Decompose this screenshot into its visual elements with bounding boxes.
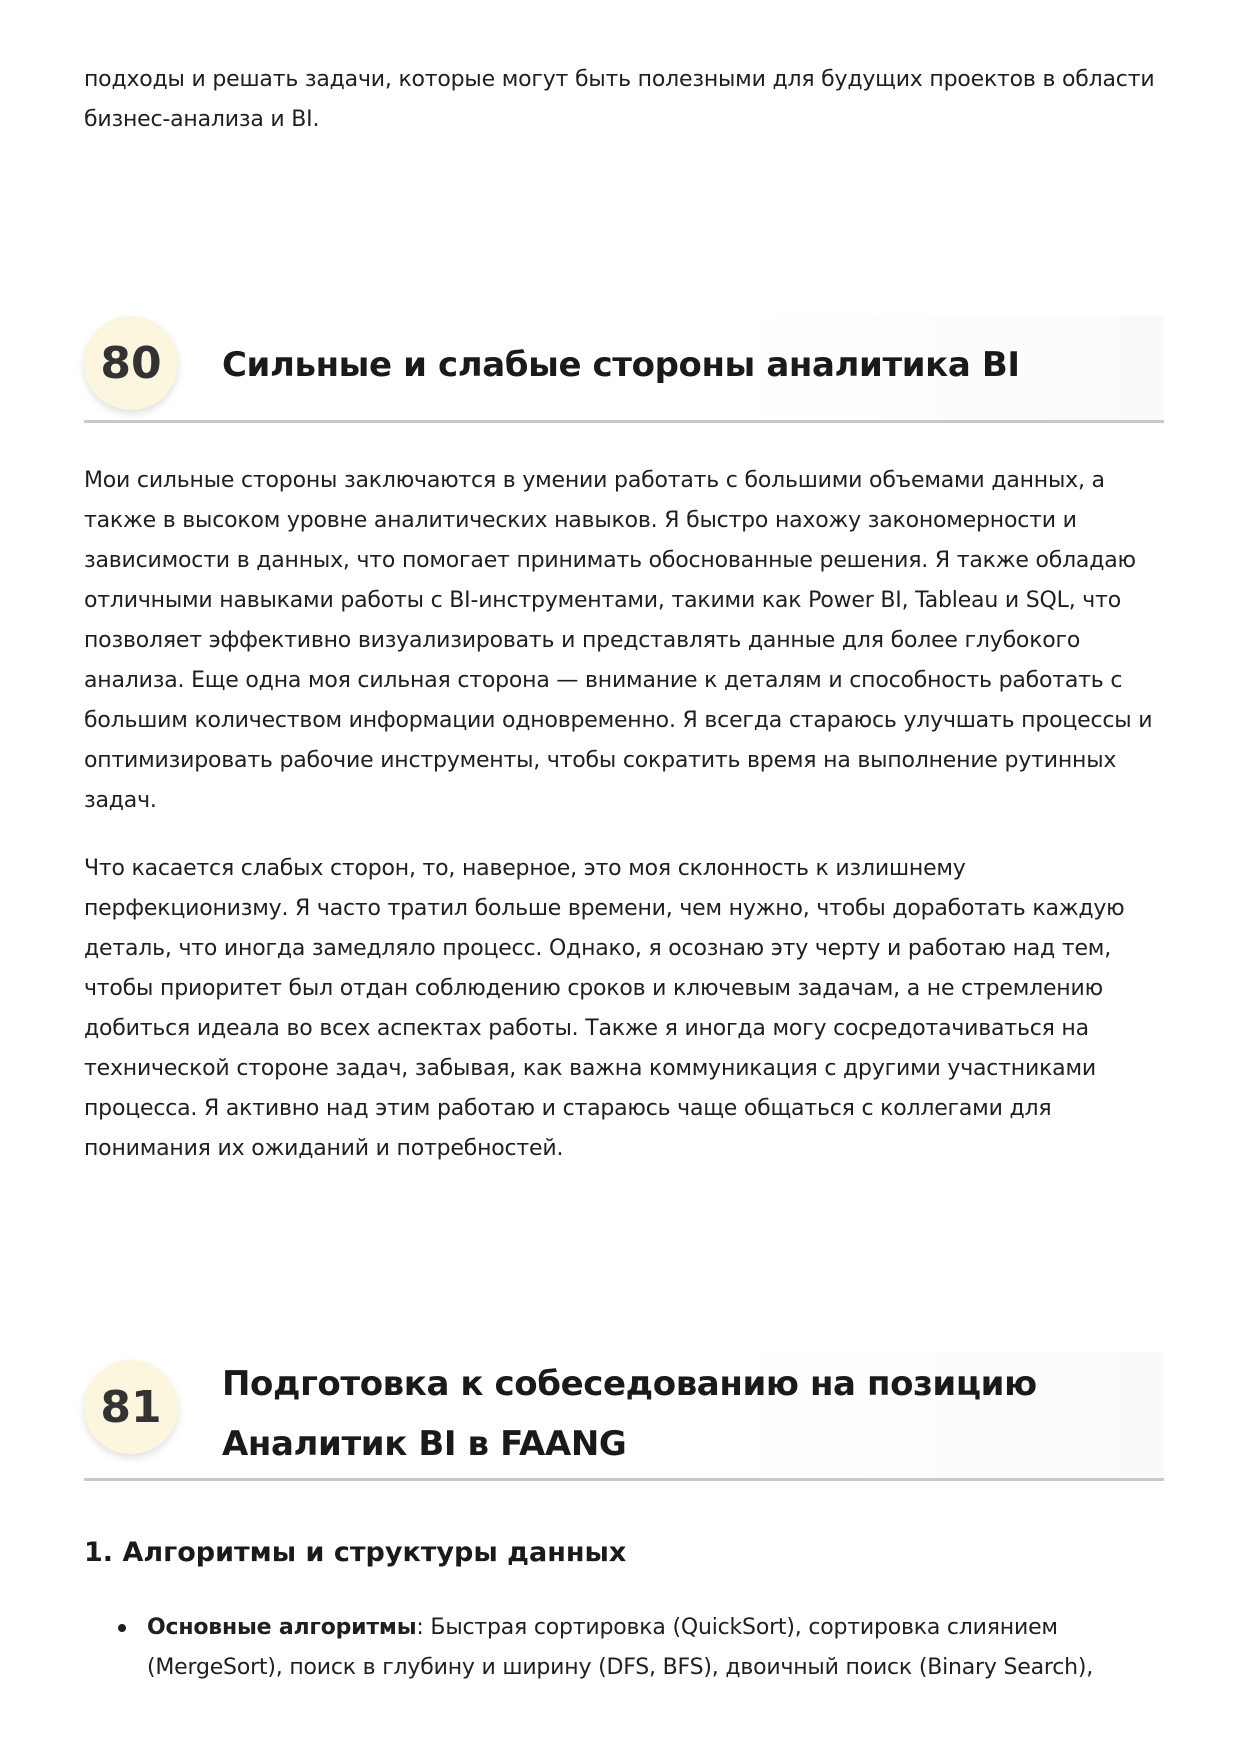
section-80-header [84, 316, 1164, 423]
section-title-line-1: Подготовка к собеседованию на позицию [222, 1364, 1037, 1404]
list-item-label: Основные алгоритмы [147, 1615, 417, 1640]
list-item-body: : Быстрая сортировка (QuickSort), сортировка слиянием (MergeSort), поиск в глубину и ширину (DFS, BFS), двоичный поиск (Binary Search), [147, 1615, 1094, 1680]
list-item-text [147, 1608, 1164, 1688]
section-81-header [84, 1352, 1164, 1481]
list-item [84, 1608, 1164, 1688]
section-number-badge: 80 [84, 316, 178, 410]
subsection-heading: 1. Алгоритмы и структуры данных [84, 1537, 627, 1568]
bullet-dot [118, 1624, 126, 1632]
section-number-badge: 81 [84, 1360, 178, 1454]
section-title: Сильные и слабые стороны аналитика BI [222, 345, 1020, 385]
section-title-line-2: Аналитик BI в FAANG [222, 1424, 627, 1464]
intro-paragraph: подходы и решать задачи, которые могут быть полезными для будущих проектов в области бизнес-анализа и BI. [84, 67, 1155, 132]
strengths-paragraph: Мои сильные стороны заключаются в умении работать с большими объемами данных, а также в высоком уровне аналитических навыков. Я быстро нахожу закономерности и зависимости в данных, что помогает принимать обоснованные решения. Я также обладаю отличными навыками работы с BI-инструментами, такими как Power BI, Tableau и SQL, что позволяет эффективно визуализировать и представлять данные для более глубокого анализа. Еще одна моя сильная сторона — внимание к деталям и способность работать с большим количеством информации одновременно. Я всегда стараюсь улучшать процессы и оптимизировать рабочие инструменты, чтобы сократить время на выполнение рутинных задач. [84, 468, 1153, 813]
weaknesses-paragraph: Что касается слабых сторон, то, наверное, это моя склонность к излишнему перфекционизму. Я часто тратил больше времени, чем нужно, чтобы доработать каждую деталь, что иногда замедляло процесс. Однако, я осознаю эту черту и работаю над тем, чтобы приоритет был отдан соблюдению сроков и ключевым задачам, а не стремлению добиться идеала во всех аспектах работы. Также я иногда могу сосредотачиваться на технической стороне задач, забывая, как важна коммуникация с другими участниками процесса. Я активно над этим работаю и стараюсь чаще общаться с коллегами для понимания их ожиданий и потребностей. [84, 856, 1125, 1161]
